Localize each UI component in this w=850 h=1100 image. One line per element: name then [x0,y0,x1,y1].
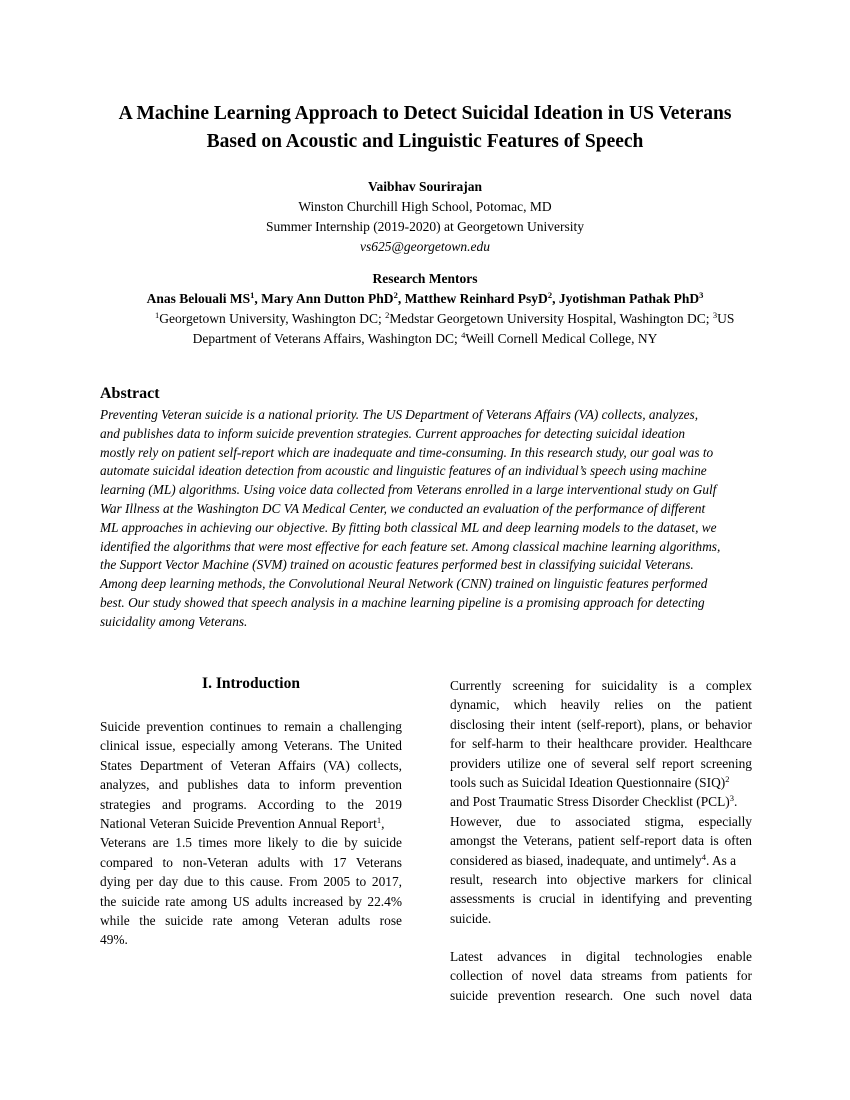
section-heading-introduction: I. Introduction [202,675,300,692]
body-line: However, due to associated stigma, especially [450,813,752,829]
mentors-heading: Research Mentors [372,271,478,286]
affiliations-line-2: Department of Veterans Affairs, Washington DC; $^4$Weill Cornell Medical College, NY [192,330,658,346]
mentor-affiliation-sup: 2 [547,290,553,300]
abstract-line: Preventing Veteran suicide is a national priority. The US Department of Veterans Affairs (VA) collects, analyzes, [100,407,699,422]
body-line: tools such as Suicidal Ideation Questionnaire (SIQ)$^2$ [450,773,730,790]
body-line: States Department of Veteran Affairs (VA) collects, [100,757,402,773]
mentor-name: Matthew Reinhard PsyD [404,291,548,306]
abstract-line: mostly rely on patient self-report which are inadequate and time-consuming. In this research study, our goal was to [100,444,714,460]
body-line: 49%. [100,932,128,948]
body-line: for self-harm to their healthcare provider. Healthcare [450,736,752,752]
body-line: collection of novel data streams from patients for [450,968,752,984]
body-line: analyzes, and publishes data to inform prevention [100,777,402,793]
body-line: considered as biased, inadequate, and untimely$^4$. As a [450,851,737,868]
body-line: National Veteran Suicide Prevention Annual Report$^1$, [100,814,385,831]
abstract-heading: Abstract [100,385,160,402]
author-email: vs625@georgetown.edu [359,239,491,254]
abstract-line: identified the algorithms that were most effective for each feature set. Among classical machine learning algorithms, [100,538,721,554]
abstract-line: suicidality among Veterans. [100,613,248,629]
body-line: strategies and programs. According to the 2019 [100,796,402,812]
body-line: disclosing their intent (self-report), plans, or behavior [450,716,752,732]
abstract-line: the Support Vector Machine (SVM) trained on acoustic features performed best in classifying suicidal Veterans. [100,557,694,573]
body-line: and Post Traumatic Stress Disorder Checklist (PCL)$^3$. [450,793,738,810]
body-line: dying per day due to this cause. From 2005 to 2017, [100,874,402,890]
abstract-line: automate suicidal ideation detection from acoustic and linguistic features of an individual’s speech using machine [100,463,707,479]
abstract-line: Among deep learning methods, the Convolutional Neural Network (CNN) trained on linguistic features performed [100,576,708,592]
mentor-name: Jyotishman Pathak PhD [558,291,700,306]
left-column [100,676,402,950]
affiliations-line-1: $^1$Georgetown University, Washington DC; $^2$Medstar Georgetown University Hospital, Washington DC; $^3$US [155,310,735,326]
mentor-name: Mary Ann Dutton PhD [261,291,394,306]
body-line: Currently screening for suicidality is a complex [450,678,752,693]
body-line: while the suicide rate among Veteran adults rose [100,912,402,928]
abstract-line: learning (ML) algorithms. Using voice data collected from Veterans enrolled in a large interventional study on Gulf [100,482,717,498]
body-line: Latest advances in digital technologies enable [450,949,752,965]
title-line-1: A Machine Learning Approach to Detect Suicidal Ideation in US Veterans [118,103,732,124]
abstract-line: best. Our study showed that speech analysis in a machine learning pipeline is a promising approach for detecting [100,594,705,610]
body-line: Veterans are 1.5 times more likely to die by suicide [100,835,402,851]
right-column [450,676,752,1005]
body-line: compared to non-Veteran adults with 17 Veterans [100,854,402,870]
reference-sup: 2 [725,773,730,784]
body-line: dynamic, which heavily relies on the patient [450,697,752,713]
body-line: Suicide prevention continues to remain a challenging [100,719,402,734]
mentor-affiliation-sup: 2 [393,290,398,300]
abstract-line: War Illness at the Washington DC VA Medical Center, we conducted an evaluation of the performance of different [100,500,706,516]
body-line: assessments is crucial in identifying and preventing [450,891,752,907]
body-line: amongst the Veterans, patient self-report data is often [450,833,752,849]
body-line: result, research into objective markers for clinical [450,871,752,887]
reference-sup: 3 [729,793,734,804]
body-line: suicide. [450,910,492,926]
abstract-body [100,406,760,632]
reference-sup: 1 [376,814,382,825]
author-block [60,177,790,349]
author-school: Winston Churchill High School, Potomac, MD [298,199,552,214]
author-internship: Summer Internship (2019-2020) at Georgetown University [265,219,585,234]
author-name: Vaibhav Sourirajan [368,179,482,194]
body-line: clinical issue, especially among Veterans. The United [100,738,402,754]
mentor-names: Anas Belouali $MS^1$, Mary Ann Dutton PhD$^2$, Matthew Reinhard PsyD$^2$, Jyotishman Pathak PhD$^3$ [146,290,704,306]
body-line: providers utilize one of several self report screening [450,755,752,771]
mentor-name: Anas Belouali MS [146,291,251,306]
title-line-2: Based on Acoustic and Linguistic Features of Speech [206,131,644,152]
body-line: the suicide rate among US adults increased by 22.4% [100,893,402,909]
abstract-line: and publishes data to inform suicide prevention strategies. Current approaches for detecting suicidal ideation [100,425,686,441]
mentor-affiliation-sup: 3 [699,290,704,300]
abstract-line: ML approaches in achieving our objective. By fitting both classical ML and deep learning models to the dataset, we [100,519,717,535]
mentor-affiliation-sup: 1 [250,290,255,300]
reference-sup: 4 [701,851,706,862]
paper-title [60,100,790,156]
body-line: suicide prevention research. One such novel data [450,987,752,1003]
